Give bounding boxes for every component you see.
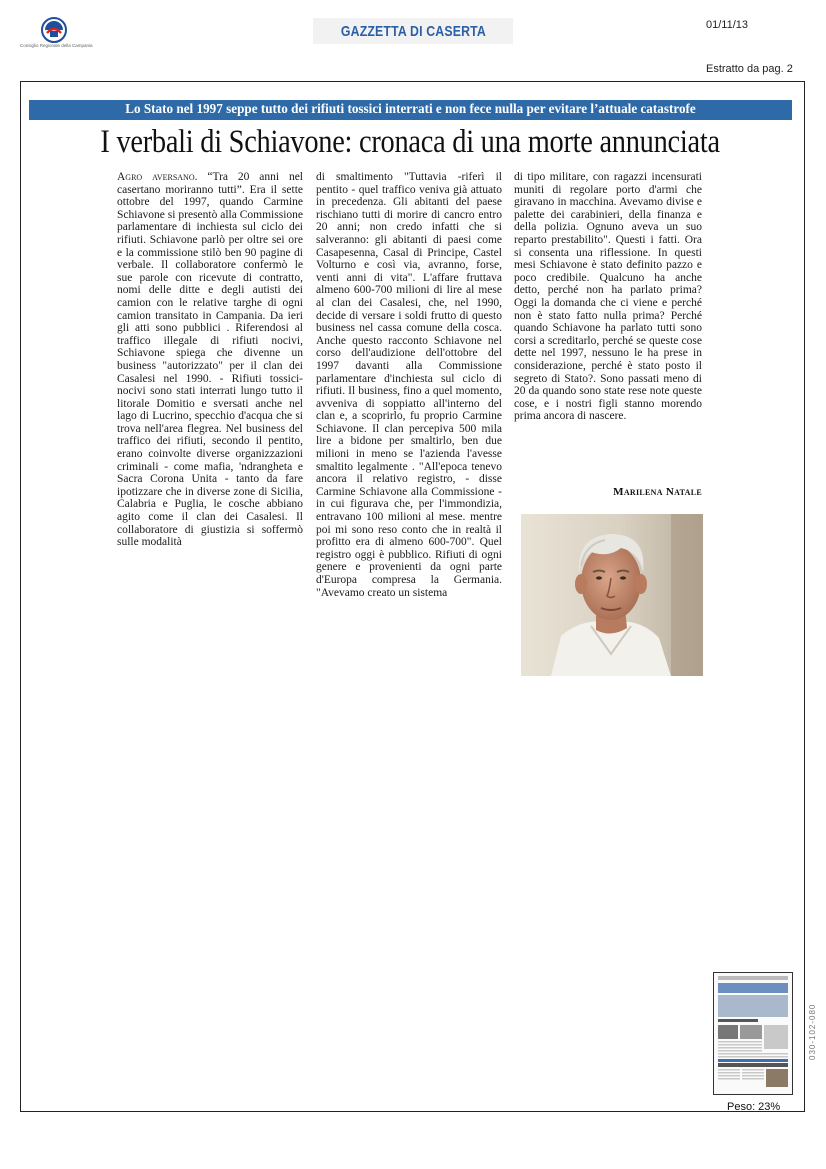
dateline: Agro aversano. (117, 171, 198, 183)
article-column-2 (316, 171, 502, 599)
logo-caption: Consiglio Regionale della Campania (20, 43, 93, 48)
newspaper-masthead (313, 18, 513, 44)
column-3-text: di tipo militare, con ragazzi incensurati muniti di regolare porto d'armi che giravano in macchina. Avevamo divise e palette dei carabinieri, della finanza e della polizia. Ognuno aveva un suo reparto prestabilito". Questi i fatti. Ora si consenta una riflessione. In questi mesi Schiavone è stato definito pazzo e poco credibile. Qualcuno ha anche detto, perché non ha parlato prima? Oggi la domanda che ci viene e perché non è stato fatto nulla prima? Perché quando Schiavone ha parlato tutti sono corsi a screditarlo, perché se queste cose dette nel 1997, nessuno le ha prese in considerazione, perché è stato posto il segreto di Stato?. Sono passati meno di 20 da quando sono state rese note queste cose, e i nostri figli stanno morendo prima ancora di nascere. (514, 171, 702, 423)
article-column-3 (514, 171, 702, 423)
article-column-1 (117, 171, 303, 549)
author-byline: Marilena Natale (613, 486, 702, 498)
document-code: 030-102-080 (808, 1003, 817, 1060)
page-thumbnail (713, 972, 793, 1095)
page-reference: Estratto da pag. 2 (706, 63, 793, 75)
article-photo (521, 514, 703, 676)
column-1-text: “Tra 20 anni nel casertano moriranno tutti”. Era il sette ottobre del 1997, quando Carmine Schiavone si presentò alla Commissione parlamentare di inchiesta sul ciclo dei rifiuti. Schiavone parlò per oltre sei ore e la commissione stilò ben 90 pagine di verbale. Il collaboratore confermò le sue parole con ricevute di contratto, nomi delle ditte e degli autisti dei camion con le relative targhe di ogni camion transitato in Campania. Da ieri gli atti sono pubblici . Riferendosi al traffico illegale di rifiuti nocivi, Schiavone spiega che divenne un business "autorizzato" per il clan dei Casalesi nel 1990. - Rifiuti tossici-nocivi sono stati interrati lungo tutto il litorale Domitio e sversati anche nel lago di Lucrino, specchio d'acqua che si trova nell'area flegrea. Nel business del traffico dei rifiuti, secondo il pentito, erano coinvolte diverse organizzazioni criminali - come mafia, 'ndrangheta e Sacra Corona Unita - tanto da fare ipotizzare che in diverse zone di Sicilia, Calabria e Puglia, le cosche abbiano agito come il clan dei Casalesi. Il collaboratore di giustizia si soffermò sulle modalità (117, 171, 303, 549)
kicker-text: Lo Stato nel 1997 seppe tutto dei rifiuti tossici interrati e non fece nulla per evitare l’attuale catastrofe (125, 102, 696, 117)
clipping-date: 01/11/13 (706, 19, 749, 31)
article-headline (29, 122, 792, 162)
column-2-text: di smaltimento "Tuttavia -riferì il pentito - quel traffico veniva già attuato in precedenza. Gli abitanti del paese rischiano tutti di morire di cancro entro 20 anni; non credo infatti che si salveranno: gli abitanti di paesi come Casapesenna, Casal di Principe, Castel Volturno e così via, avranno, forse, venti anni di vita". L'affare fruttava almeno 600-700 milioni di lire al mese al clan dei Casalesi, che, nel 1990, decide di versare i soldi frutto di questo business nel cassa comune della cosca. Anche questo racconto Schiavone nel corso dell'audizione dell'ottobre del 1997 davanti alla Commissione parlamentare d'inchiesta sul ciclo di rifiuti. Il business, fino a quel momento, avveniva di soppiatto all'interno del clan e, a scoprirlo, fu proprio Carmine Schiavone. Il clan percepiva 500 mila lire a bidone per smaltirlo, ben due milioni in meno se l'azienda l'avesse smaltito legalmente . "All'epoca tenevo ancora il relativo registro, - disse Carmine Schiavone alla Commissione - in cui figurava che, per l'immondizia, entravano 100 milioni al mese. mentre poi mi sono reso conto che in realtà il profitto era di almeno 600-700". Quel registro oggi è pubblico. Rifiuti di ogni genere e provenienti da ogni parte d'Europa compresa la Germania. "Avevamo creato un sistema (316, 171, 502, 599)
article-weight: Peso: 23% (727, 1101, 781, 1113)
headline-text: I verbali di Schiavone: cronaca di una morte annunciata (100, 124, 721, 160)
article-kicker (29, 100, 792, 120)
masthead-title: GAZZETTA DI CASERTA (340, 22, 486, 40)
